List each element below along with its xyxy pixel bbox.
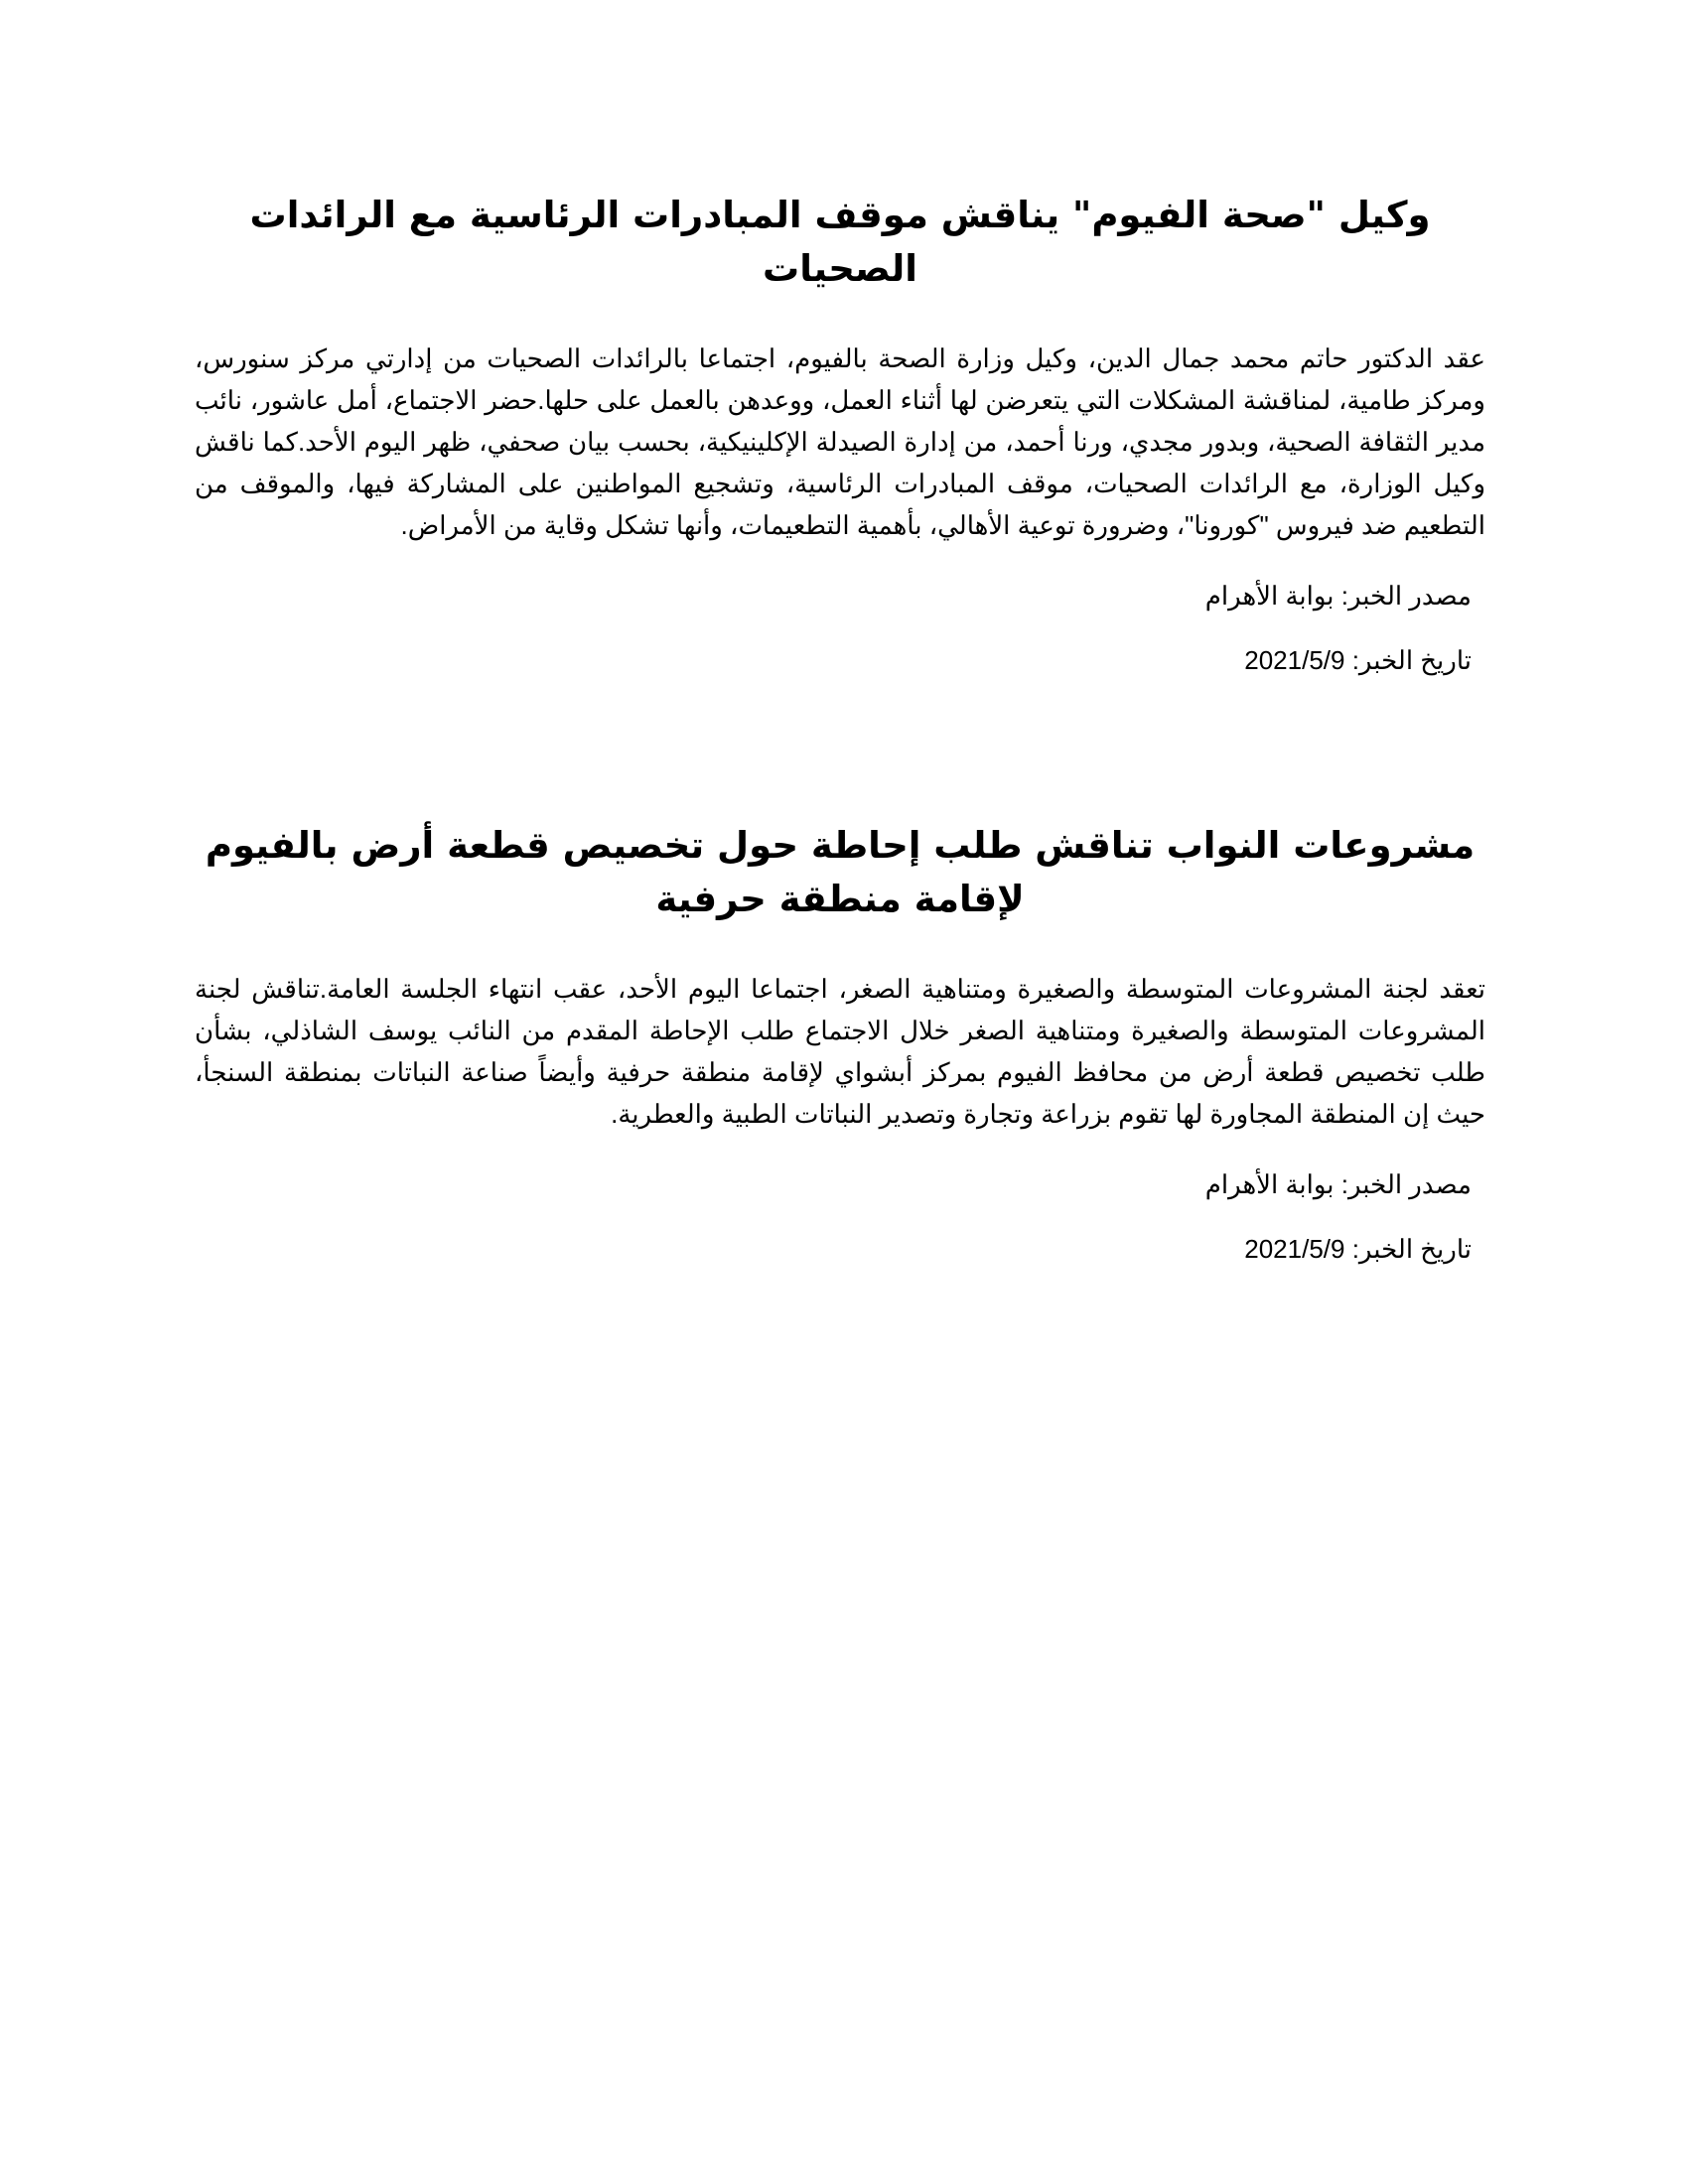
article-source: مصدر الخبر: بوابة الأهرام — [1204, 581, 1472, 611]
article-headline: مشروعات النواب تناقش طلب إحاطة حول تخصيص قطعة أرض بالفيوم لإقامة منطقة حرفية — [205, 824, 1476, 920]
article-date: تاريخ الخبر: 2021/5/9 — [1244, 645, 1472, 675]
news-article — [195, 189, 1485, 680]
news-article — [195, 819, 1485, 1269]
article-body: عقد الدكتور حاتم محمد جمال الدين، وكيل وزارة الصحة بالفيوم، اجتماعا بالرائدات الصحيات من إدارتي مركز سنورس، ومركز طامية، لمناقشة المشكلات التي يتعرضن لها أثناء العمل، ووعدهن بالعمل على حلها.حضر الاجتماع، أمل عاشور، نائب مدير الثقافة الصحية، وبدور مجدي، ورنا أحمد، من إدارة الصيدلة الإكلينيكية، بحسب بيان صحفي، ظهر اليوم الأحد.كما ناقش وكيل الوزارة، مع الرائدات الصحيات، موقف المبادرات الرئاسية، وتشجيع المواطنين على المشاركة فيها، والموقف من التطعيم ضد فيروس "كورونا"، وضرورة توعية الأهالي، بأهمية التطعيمات، وأنها تشكل وقاية من الأمراض. — [195, 343, 1485, 540]
article-headline: وكيل "صحة الفيوم" يناقش موقف المبادرات الرئاسية مع الرائدات الصحيات — [249, 194, 1431, 290]
article-date: تاريخ الخبر: 2021/5/9 — [1244, 1234, 1472, 1264]
article-body: تعقد لجنة المشروعات المتوسطة والصغيرة ومتناهية الصغر، اجتماعا اليوم الأحد، عقب انتهاء الجلسة العامة.تناقش لجنة المشروعات المتوسطة والصغيرة ومتناهية الصغر خلال الاجتماع طلب الإحاطة المقدم من النائب يوسف الشاذلي، بشأن طلب تخصيص قطعة أرض من محافظ الفيوم بمركز أبشواي لإقامة منطقة حرفية وأيضاً صناعة النباتات بمنطقة السنجأ، حيث إن المنطقة المجاورة لها تقوم بزراعة وتجارة وتصدير النباتات الطبية والعطرية. — [195, 974, 1485, 1129]
article-source: مصدر الخبر: بوابة الأهرام — [1204, 1169, 1472, 1199]
